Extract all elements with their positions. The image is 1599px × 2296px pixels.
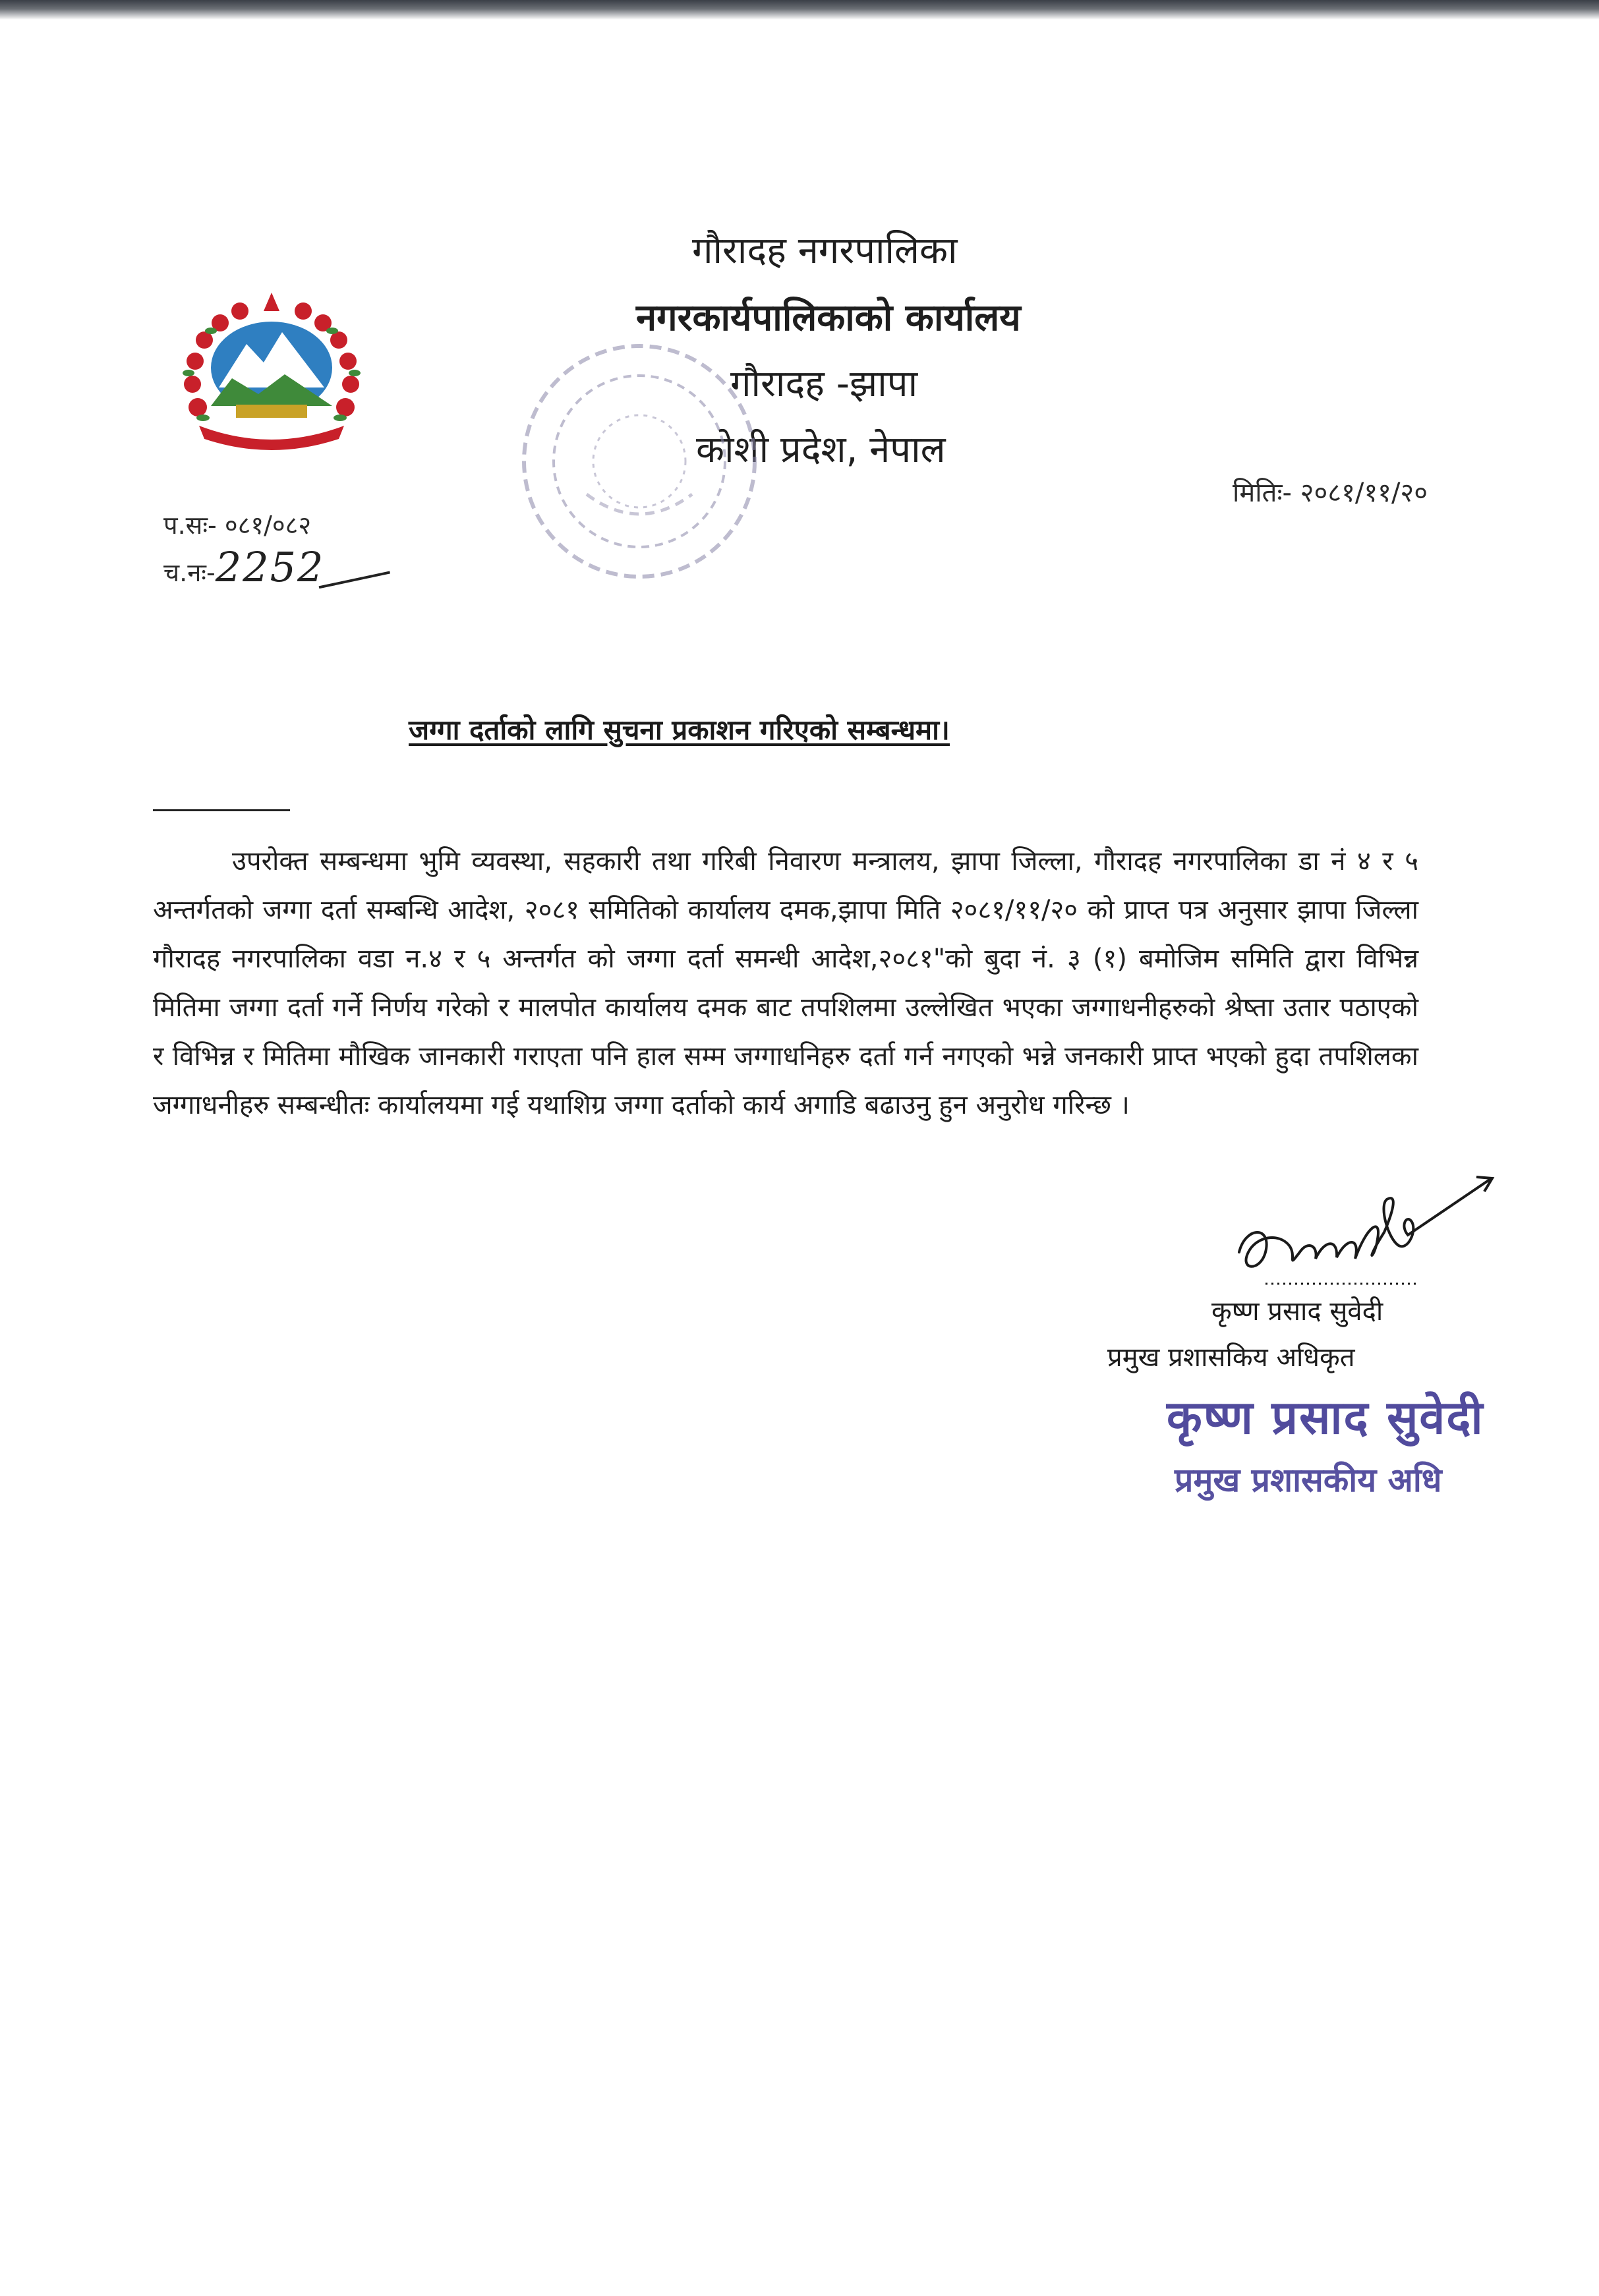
stamp-signatory-title: प्रमुख प्रशासकीय अधि — [1175, 1461, 1442, 1499]
municipality-name: गौरादह नगरपालिका — [692, 229, 958, 272]
stamp-signatory-name: कृष्ण प्रसाद सुवेदी — [1167, 1391, 1484, 1445]
chalani-line — [163, 543, 390, 591]
chalani-label: च.नः- — [163, 558, 216, 587]
letter-date: मितिः- २०८१/११/२० — [1233, 478, 1428, 508]
letter-body: उपरोक्त सम्बन्धमा भुमि व्यवस्था, सहकारी तथा गरिबी निवारण मन्त्रालय, झापा जिल्ला, गौरादह नगरपालिका डा नं ४ र ५ अन्तर्गतको जग्गा दर्ता सम्बन्धि आदेश, २०८१ समितिको कार्यालय दमक,झापा मिति २०८१/११/२० को प्राप्त पत्र अनुसार झापा जिल्ला गौरादह नगरपालिका वडा न.४ र ५ अन्तर्गत को जग्गा दर्ता समन्धी आदेश,२०८१"को बुदा नं. ३ (१) बमोजिम समिति द्वारा विभिन्न मितिमा जग्गा दर्ता गर्ने निर्णय गरेको र मालपोत कार्यालय दमक बाट तपशिलमा उल्लेखित भएका जग्गाधनीहरुको श्रेष्ता उतार पठाएको र विभिन्न र मितिमा मौखिक जानकारी गराएता पनि हाल सम्म जग्गाधनिहरु दर्ता गर्न नगएको भन्ने जनकारी प्राप्त भएको हुदा तपशिलका जग्गाधनीहरु सम्बन्धीतः कार्यालयमा गई यथाशिग्र जग्गा दर्ताको कार्य अगाडि बढाउनु हुन अनुरोध गरिन्छ । — [153, 846, 1418, 1120]
chalani-number: 2252 — [215, 543, 325, 591]
signatory-title: प्रमुख प्रशासकिय अधिकृत — [1107, 1342, 1355, 1373]
patra-sankhya: प.सः- ०८१/०८२ — [163, 511, 312, 540]
office-location: गौरादह -झापा — [730, 362, 918, 405]
office-seal-icon — [508, 330, 771, 593]
office-province: कोशी प्रदेश, नेपाल — [696, 428, 946, 471]
addressee-line — [153, 809, 290, 811]
handwritten-signature — [1226, 1153, 1503, 1311]
nepal-emblem-icon — [173, 289, 370, 460]
reference-block — [163, 507, 390, 591]
office-name: नगरकार्यपालिकाको कार्यालय — [636, 297, 1021, 339]
signatory-name: कृष्ण प्रसाद सुवेदी — [1211, 1296, 1383, 1327]
letter-subject: जग्गा दर्ताको लागि सुचना प्रकाशन गरिएको सम्बन्धमा। — [409, 714, 950, 746]
handwriting-stroke — [318, 566, 390, 589]
scan-edge — [0, 0, 1599, 20]
